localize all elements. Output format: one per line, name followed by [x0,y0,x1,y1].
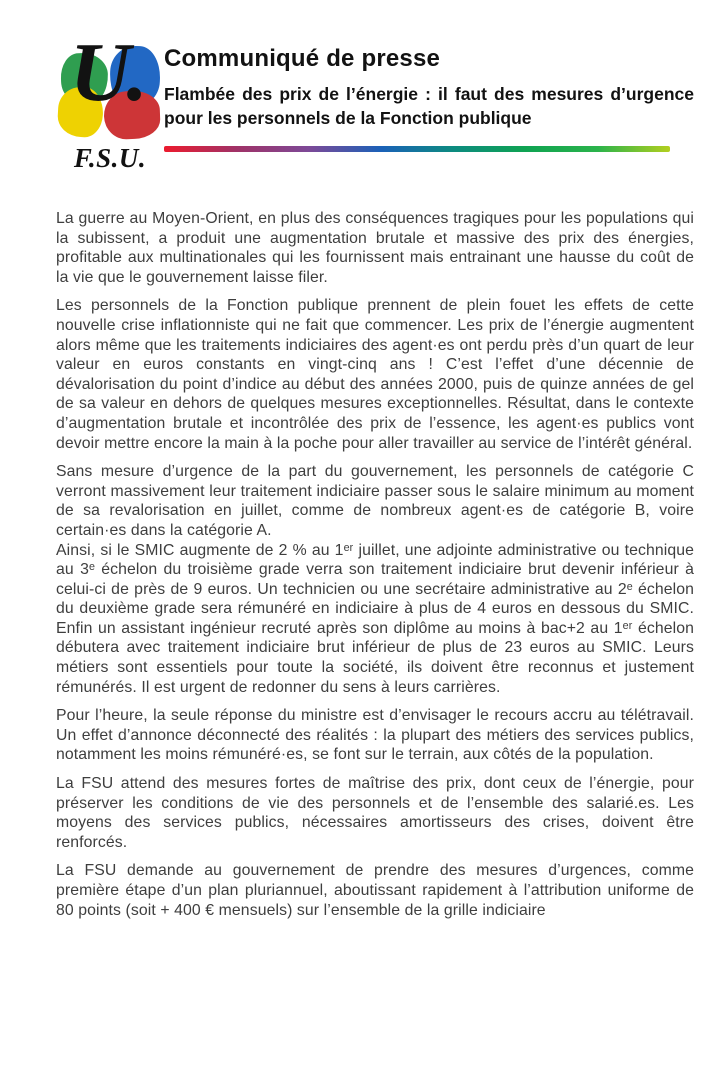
rainbow-divider [164,146,670,152]
paragraph-3: Sans mesure d’urgence de la part du gouvernement, les personnels de catégorie C verront massivement leur traitement indiciaire passer sous le salaire minimum au moment de sa revalorisation en juillet, comme de nombreux agent·es de catégorie B, voire certain·es dans la catégorie A. [56,463,694,539]
page-title: Communiqué de presse [164,45,441,72]
body-text [56,209,694,920]
logo-letter-u: U. [70,26,144,119]
press-release-page [0,26,724,1069]
header-text-block [164,45,694,152]
paragraph-7: La FSU demande au gouvernement de prendre des mesures d’urgences, comme première étape d’un plan pluriannuel, aboutissant rapidement à l’attribution uniforme de 80 points (soit + 400 € mensuels) sur l’ensemble de la grille indiciaire [56,862,694,919]
header [58,26,694,174]
paragraph-5: Pour l’heure, la seule réponse du ministre est d’envisager le recours accru au télétravail. Un effet d’annonce déconnecté des réalités : la plupart des métiers des services publics, notamment les moins rémunéré·es, se font sur le terrain, aux côtés de la population. [56,707,694,764]
paragraph-1: La guerre au Moyen-Orient, en plus des conséquences tragiques pour les populations qui la subissent, a produit une augmentation brutale et massive des prix des énergies, profitable aux multinationales qui les fournissent mais entrainant une hausse du coût de la vie que le gouvernement laisse filer. [56,210,694,286]
logo-caption: F.S.U. [73,143,147,173]
paragraph-6: La FSU attend des mesures fortes de maîtrise des prix, dont ceux de l’énergie, pour préserver les conditions de vie des personnels et de l’ensemble des salarié.es. Les moyens des services publics, nécessaires amortisseurs des crises, doivent être renforcés. [56,775,694,851]
page-subtitle: Flambée des prix de l’énergie : il faut des mesures d’urgence pour les personnels de la Fonction publique [164,84,694,128]
fsu-logo [58,26,162,174]
fsu-logo-icon [58,26,162,139]
paragraph-2: Les personnels de la Fonction publique prennent de plein fouet les effets de cette nouvelle crise inflationniste qui ne fait que commencer. Les prix de l’énergie augmentent alors même que les traitements indiciaires des agent·es ont perdu près d’un quart de leur valeur en euros constants en vingt-cinq ans ! C’est l’effet d’une décennie de dévalorisation du point d’indice au début des années 2000, puis de quinze années de gel de sa valeur en dehors de quelques mesures exceptionnelles. Résultat, dans le contexte d’augmentation brutale et incontrôlée des prix de l’essence, les agent·es publics vont devoir mettre encore la main à la poche pour aller travailler au service de l’intérêt général. [56,297,694,452]
paragraph-4: Ainsi, si le SMIC augmente de 2 % au 1ᵉʳ juillet, une adjointe administrative ou technique au 3ᵉ échelon du troisième grade verra son traitement indiciaire brut devenir inférieur à celui-ci de près de 9 euros. Un technicien ou une secrétaire administrative au 2ᵉ échelon du deuxième grade sera rémunéré en indiciaire à plus de 4 euros en dessous du SMIC. Enfin un assistant ingénieur recruté après son diplôme au moins à bac+2 au 1ᵉʳ échelon débutera avec traitement indiciaire brut inférieur de plus de 23 euros au SMIC. Leurs métiers sont essentiels pour toute la société, ils doivent être reconnus et justement rémunérés. Il est urgent de redonner du sens à leurs carrières. [56,541,694,696]
